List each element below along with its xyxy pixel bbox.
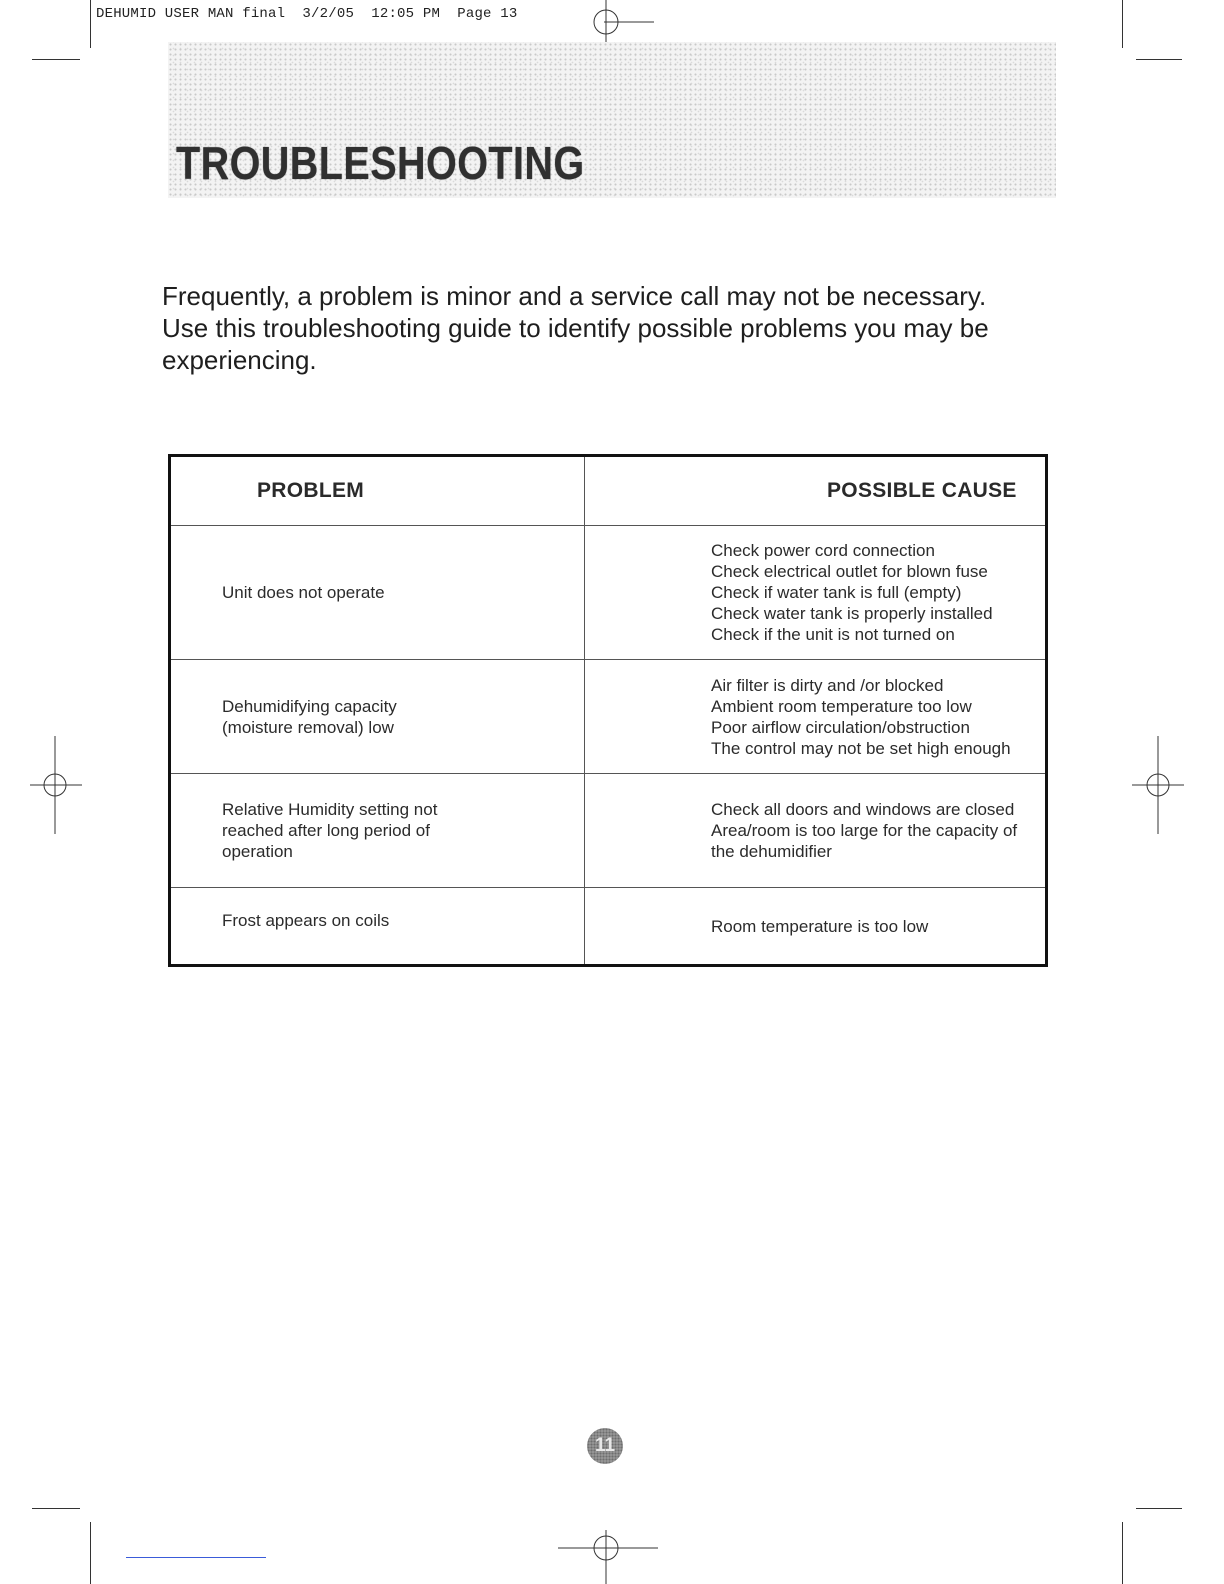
cause-line: Check electrical outlet for blown fuse: [711, 562, 988, 581]
crop-mark-bottom-right-vertical: [1122, 1522, 1123, 1584]
registration-mark-bottom-icon: [558, 1530, 658, 1584]
problem-line: Relative Humidity setting not: [222, 800, 438, 819]
problem-cell: [170, 888, 585, 966]
crop-mark-top-right-horizontal: [1136, 59, 1182, 60]
header-problem: PROBLEM: [170, 456, 585, 526]
problem-cell: [170, 526, 585, 660]
crop-mark-bottom-left-horizontal: [32, 1508, 80, 1509]
registration-mark-right-icon: [1132, 736, 1184, 834]
cause-line: Area/room is too large for the capacity of: [711, 821, 1018, 840]
crop-mark-top-left-horizontal: [32, 59, 80, 60]
table-row: [170, 774, 1047, 888]
page-number-badge: 11: [587, 1428, 623, 1464]
cause-line: Check if the unit is not turned on: [711, 625, 955, 644]
crop-mark-bottom-left-vertical: [90, 1522, 91, 1584]
intro-paragraph: Frequently, a problem is minor and a service call may not be necessary. Use this troubleshooting guide to identify possible problems you may be experiencing.: [162, 281, 989, 375]
registration-mark-left-icon: [30, 736, 82, 834]
cause-line: The control may not be set high enough: [711, 738, 1011, 758]
problem-cell: [170, 660, 585, 774]
problem-line: Frost appears on coils: [222, 911, 390, 930]
cause-line: Check power cord connection: [711, 541, 935, 560]
cause-line: Air filter is dirty and /or blocked: [711, 675, 944, 695]
cause-line: Check water tank is properly installed: [711, 604, 993, 623]
cause-line: the dehumidifier: [711, 842, 832, 861]
cause-cell: [585, 774, 1047, 888]
troubleshooting-table: [168, 454, 1048, 967]
cause-line: Ambient room temperature too low: [711, 696, 972, 716]
problem-line: (moisture removal) low: [222, 717, 394, 737]
registration-mark-top-icon: [574, 0, 658, 46]
cause-line: Poor airflow circulation/obstruction: [711, 717, 970, 737]
cause-line: Room temperature is too low: [711, 916, 929, 936]
problem-line: reached after long period of: [222, 821, 430, 840]
problem-line: Dehumidifying capacity: [222, 696, 397, 716]
cause-line: Check if water tank is full (empty): [711, 583, 962, 602]
cause-cell: [585, 660, 1047, 774]
table-row: [170, 526, 1047, 660]
print-slug: DEHUMID USER MAN final 3/2/05 12:05 PM Page 13: [96, 6, 518, 22]
problem-cell: [170, 774, 585, 888]
problem-line: operation: [222, 842, 293, 861]
bottom-rule: [126, 1557, 266, 1558]
crop-mark-top-right-vertical: [1122, 0, 1123, 48]
header-possible-cause: POSSIBLE CAUSE: [585, 456, 1047, 526]
cause-line: Check all doors and windows are closed: [711, 800, 1015, 819]
problem-line: Unit does not operate: [222, 583, 385, 602]
cause-cell: [585, 888, 1047, 966]
crop-mark-bottom-right-horizontal: [1136, 1508, 1182, 1509]
crop-mark-top-left-vertical: [90, 0, 91, 48]
cause-cell: [585, 526, 1047, 660]
page-title: TROUBLESHOOTING: [176, 137, 585, 189]
table-header-row: [170, 456, 1047, 526]
table-row: [170, 888, 1047, 966]
table-row: [170, 660, 1047, 774]
